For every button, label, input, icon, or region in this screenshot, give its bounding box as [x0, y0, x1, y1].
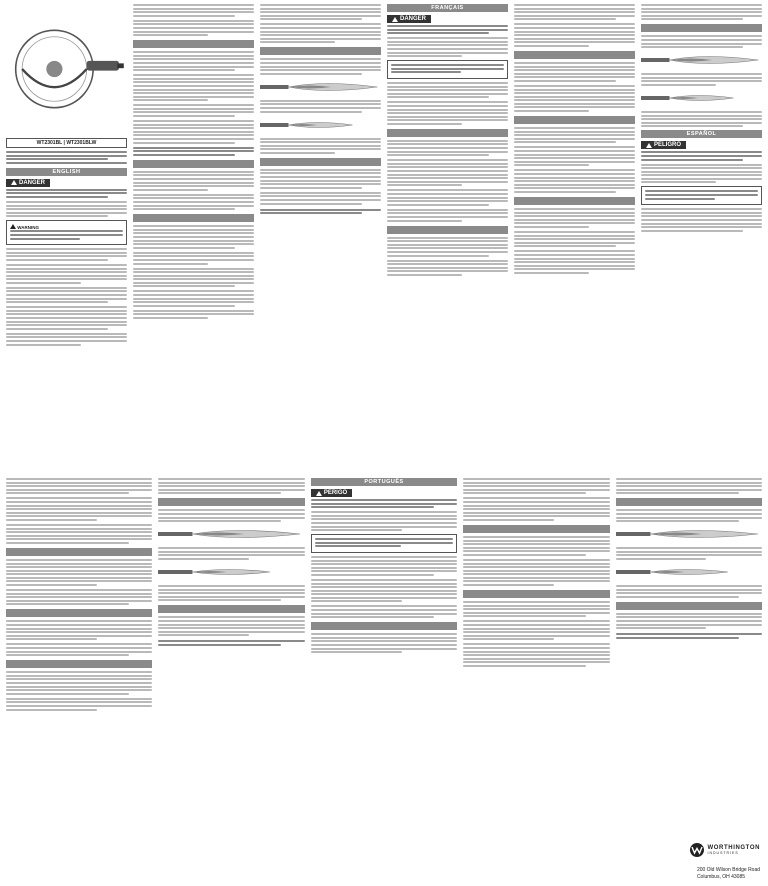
section-header [463, 525, 609, 533]
section-header [311, 622, 457, 630]
column-french-2 [514, 4, 635, 474]
section-header [463, 590, 609, 598]
column-english-2 [133, 4, 254, 474]
section-header [387, 226, 508, 234]
section-header [158, 605, 304, 613]
brand-sub: INDUSTRIES [707, 851, 739, 855]
danger-label: PELIGRO [654, 142, 682, 149]
column-portuguese-2 [463, 478, 609, 882]
danger-label: DANGER [400, 16, 427, 22]
flame-diagram [260, 78, 381, 96]
section-header [133, 214, 254, 222]
section-header [6, 548, 152, 556]
brand-logo [689, 842, 761, 858]
column-portuguese-1 [311, 478, 457, 882]
danger-label: DANGER [19, 179, 46, 186]
column-french-3 [641, 4, 762, 474]
section-header [514, 197, 635, 205]
danger-tag [311, 489, 352, 497]
column-french-1 [387, 4, 508, 474]
flame-diagram [641, 89, 762, 107]
english-header: ENGLISH [6, 168, 127, 176]
section-header [158, 498, 304, 506]
top-row [6, 4, 762, 474]
column-spanish-3 [158, 478, 304, 882]
address-line-1: 200 Old Wilson Bridge Road [696, 867, 761, 873]
warning-triangle-icon [316, 491, 322, 496]
flame-diagram [158, 525, 304, 543]
danger-label: PERIGO [323, 490, 348, 496]
warning-triangle-icon [392, 17, 398, 22]
flame-diagram [641, 51, 762, 69]
industrial-use-note [616, 633, 762, 639]
worthington-logo-icon [689, 842, 705, 858]
warning-triangle-icon [11, 180, 17, 185]
section-header [133, 160, 254, 168]
section-header [133, 40, 254, 48]
column-english-3 [260, 4, 381, 474]
portuguese-header: PORTUGUÊS [311, 478, 457, 486]
industrial-use-note [158, 640, 304, 646]
danger-tag [387, 15, 431, 23]
danger-block [6, 179, 127, 187]
industrial-use-note [260, 209, 381, 215]
torch-illustration [6, 4, 127, 134]
flame-diagram [616, 563, 762, 581]
danger-block [387, 15, 508, 23]
warning-box [387, 60, 508, 79]
column-spanish-2 [6, 478, 152, 882]
flame-diagram [158, 563, 304, 581]
section-header [260, 158, 381, 166]
section-header [6, 609, 152, 617]
flame-diagram [260, 116, 381, 134]
section-header [641, 24, 762, 32]
section-header [616, 602, 762, 610]
section-header [6, 660, 152, 668]
danger-tag [641, 141, 686, 149]
address-line-2: Columbus, OH 43085 [696, 873, 746, 880]
warning-box [6, 220, 127, 245]
section-header [616, 498, 762, 506]
column-portuguese-3 [616, 478, 762, 882]
section-header [387, 129, 508, 137]
flame-diagram [616, 525, 762, 543]
danger-tag [6, 179, 50, 187]
warning-box [311, 534, 457, 553]
warning-box [641, 186, 762, 205]
french-header: FRANÇAIS [387, 4, 508, 12]
warning-label: WARNING [17, 225, 40, 231]
brand-name: WORTHINGTON [707, 845, 761, 851]
spanish-header: ESPAÑOL [641, 130, 762, 138]
danger-block [311, 489, 457, 497]
bottom-row [6, 478, 762, 882]
model-label: WT2301BL | WT2301BLW [6, 138, 127, 148]
section-header [260, 47, 381, 55]
warning-triangle-icon [646, 143, 652, 148]
important-note [6, 151, 127, 164]
danger-block [641, 141, 762, 149]
company-address [697, 867, 760, 880]
column-english-1 [6, 4, 127, 474]
section-header [514, 51, 635, 59]
section-header [514, 116, 635, 124]
warning-triangle-icon [10, 224, 16, 229]
